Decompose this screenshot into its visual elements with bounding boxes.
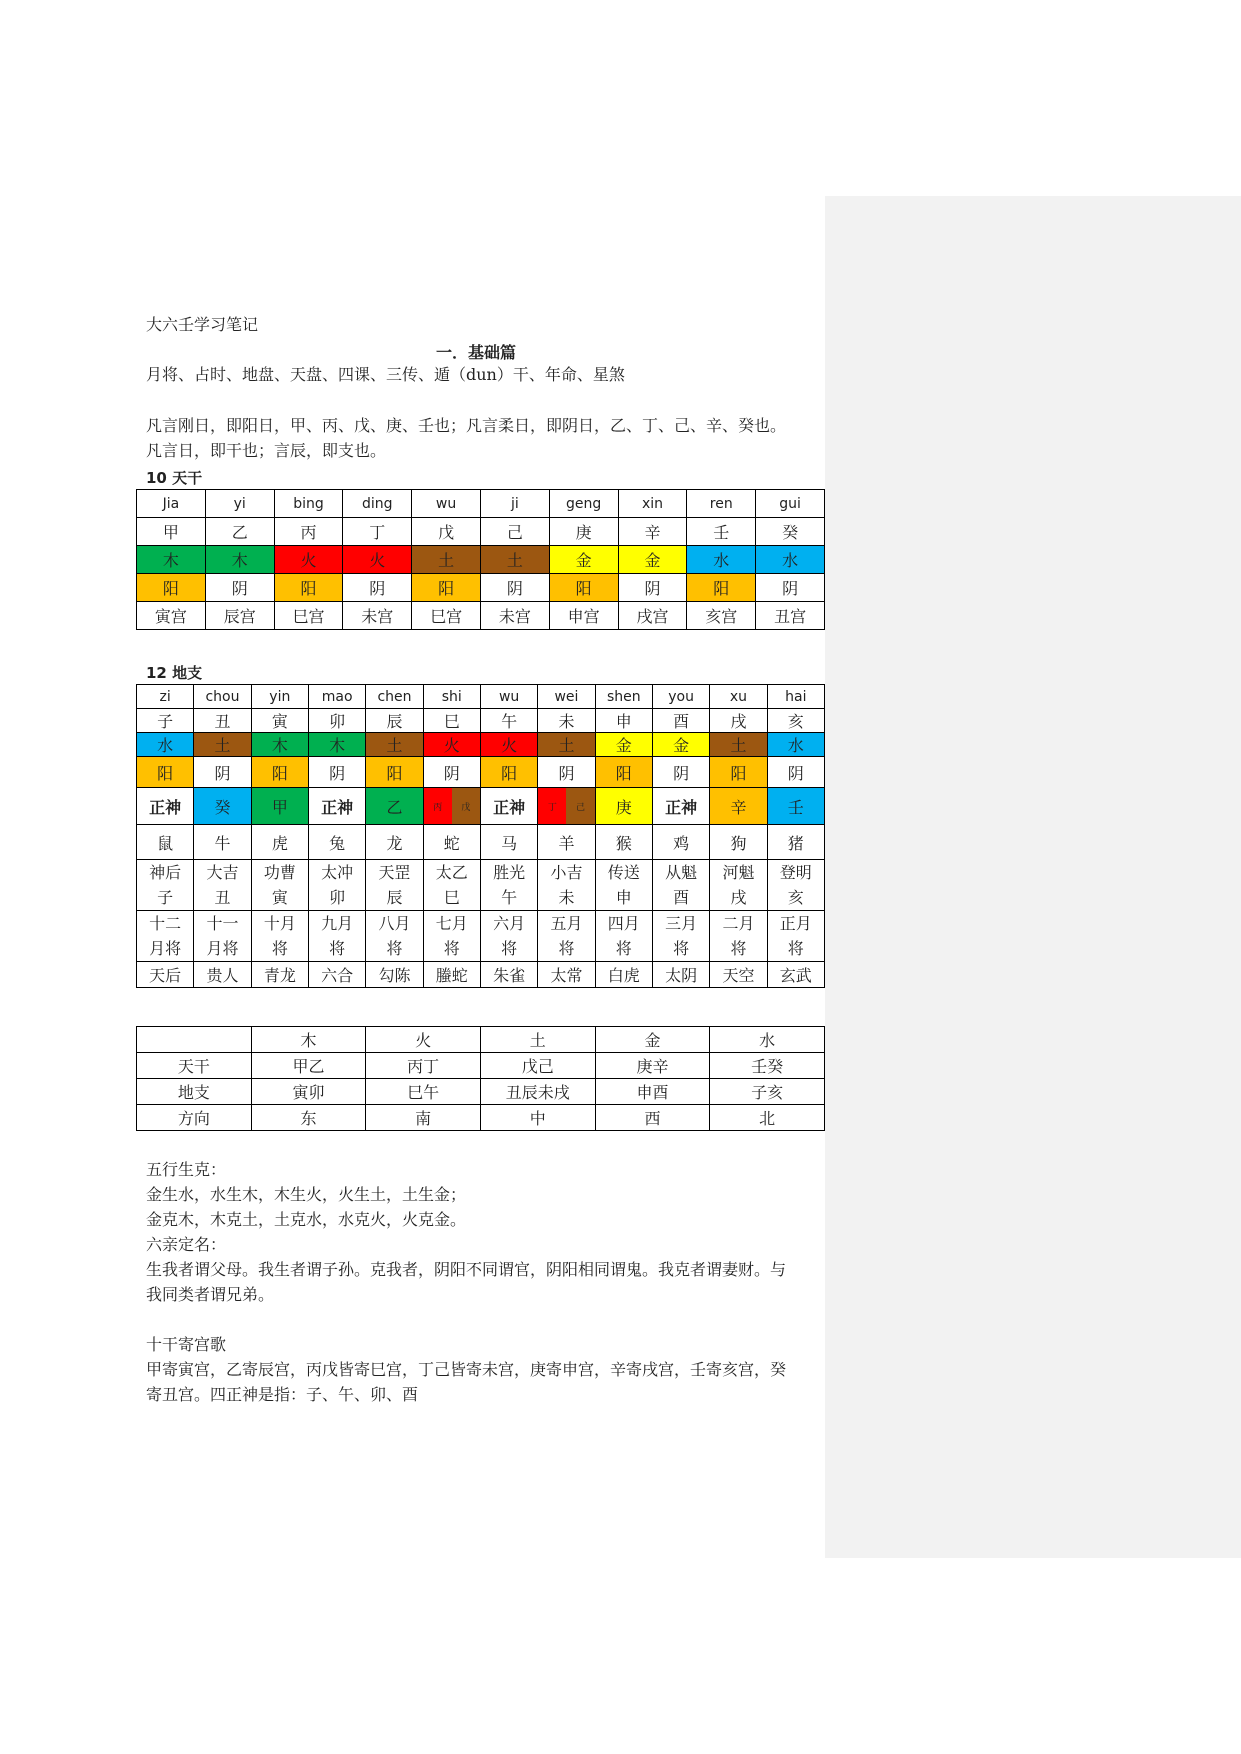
jigong-line1: 甲寄寅宫，乙寄辰宫，丙戊皆寄巳宫，丁己皆寄未宫，庚寄申宫，辛寄戌宫，壬寄亥宫，癸 xyxy=(146,1360,787,1379)
dizhi-gods-text: 午 xyxy=(501,888,518,907)
summary-cell: 寅卯 xyxy=(251,1079,366,1105)
dizhi-general-cell: 螣蛇 xyxy=(423,962,480,988)
tiangan-palaces-cell: 亥宫 xyxy=(687,602,756,630)
dizhi-jigan-split-cell xyxy=(423,788,480,825)
tiangan-palaces-cell: 巳宫 xyxy=(274,602,343,630)
tiangan-yinyang-cell: 阴 xyxy=(756,574,825,602)
tiangan-pinyin-cell: gui xyxy=(756,490,825,518)
tiangan-chars-cell: 己 xyxy=(480,518,549,546)
dizhi-general-cell: 勾陈 xyxy=(366,962,423,988)
dizhi-months-text: 将 xyxy=(558,939,575,958)
dizhi-gods-cell xyxy=(595,860,652,911)
wuxing-line1: 金生水，水生木，木生火，火生土，土生金； xyxy=(146,1185,467,1204)
tiangan-pinyin-cell: ren xyxy=(687,490,756,518)
dizhi-elements-cell: 水 xyxy=(137,733,194,757)
dizhi-months-cell xyxy=(137,911,194,962)
dizhi-jigan-cell: 正神 xyxy=(480,788,537,825)
jigan-split xyxy=(538,788,594,824)
tiangan-yinyang-cell: 阴 xyxy=(205,574,274,602)
para1-line2: 凡言日，即干也；言辰，即支也。 xyxy=(146,441,387,460)
dizhi-pinyin-cell: yin xyxy=(251,685,308,709)
summary-header-cell xyxy=(137,1027,252,1053)
dizhi-gods-text: 河魁 xyxy=(722,863,755,882)
liuqin-line2: 我同类者谓兄弟。 xyxy=(146,1285,275,1304)
dizhi-months-text: 六月 xyxy=(493,914,526,933)
dizhi-elements-cell: 金 xyxy=(652,733,709,757)
dizhi-gods-cell xyxy=(308,860,365,911)
dizhi-chars-cell: 申 xyxy=(595,709,652,733)
dizhi-jigan-cell: 壬 xyxy=(767,788,824,825)
dizhi-pinyin-cell: wu xyxy=(480,685,537,709)
dizhi-months-text: 将 xyxy=(329,939,346,958)
tiangan-row-chars xyxy=(137,518,825,546)
dizhi-row-yinyang xyxy=(137,757,825,788)
dizhi-general-cell: 六合 xyxy=(308,962,365,988)
tiangan-palaces-cell: 未宫 xyxy=(343,602,412,630)
dizhi-jigan-cell: 甲 xyxy=(251,788,308,825)
jigong-title: 十干寄宫歌 xyxy=(146,1335,227,1354)
dizhi-yinyang-cell: 阳 xyxy=(251,757,308,788)
dizhi-elements-cell: 木 xyxy=(251,733,308,757)
comment-pane xyxy=(825,196,1241,1558)
jigan-split-part: 丙 xyxy=(424,788,452,824)
dizhi-gods-text: 戌 xyxy=(730,888,747,907)
doc-title: 大六壬学习笔记 xyxy=(146,315,259,334)
wuxing-line2: 金克木，木克土，土克水，水克火，火克金。 xyxy=(146,1210,467,1229)
tiangan-palaces-cell: 丑宫 xyxy=(756,602,825,630)
dizhi-gods-text: 巳 xyxy=(443,888,460,907)
tiangan-yinyang-cell: 阴 xyxy=(480,574,549,602)
dizhi-months-cell xyxy=(251,911,308,962)
tiangan-elements-cell: 火 xyxy=(274,546,343,574)
summary-cell: 丙丁 xyxy=(366,1053,481,1079)
tiangan-row-pinyin xyxy=(137,490,825,518)
dizhi-chars-cell: 酉 xyxy=(652,709,709,733)
dizhi-elements-cell: 金 xyxy=(595,733,652,757)
tiangan-chars-cell: 戊 xyxy=(412,518,481,546)
dizhi-elements-cell: 火 xyxy=(480,733,537,757)
dizhi-chars-cell: 未 xyxy=(538,709,595,733)
dizhi-row-pinyin xyxy=(137,685,825,709)
summary-header-cell: 土 xyxy=(480,1027,595,1053)
dizhi-elements-cell: 土 xyxy=(538,733,595,757)
dizhi-gods-text: 太乙 xyxy=(435,863,468,882)
dizhi-gods-text: 辰 xyxy=(386,888,403,907)
summary-cell: 天干 xyxy=(137,1053,252,1079)
dizhi-months-cell xyxy=(652,911,709,962)
dizhi-general-cell: 白虎 xyxy=(595,962,652,988)
tiangan-chars-cell: 壬 xyxy=(687,518,756,546)
tiangan-yinyang-cell: 阳 xyxy=(412,574,481,602)
dizhi-months-text: 五月 xyxy=(550,914,583,933)
dizhi-row-gods xyxy=(137,860,825,911)
dizhi-gods-text: 寅 xyxy=(271,888,288,907)
tiangan-pinyin-cell: ji xyxy=(480,490,549,518)
dizhi-general-cell: 贵人 xyxy=(194,962,251,988)
dizhi-jigan-cell: 癸 xyxy=(194,788,251,825)
para1-line1: 凡言刚日，即阳日，甲、丙、戊、庚、壬也；凡言柔日，即阴日，乙、丁、己、辛、癸也。 xyxy=(146,416,787,435)
dizhi-months-text: 将 xyxy=(501,939,518,958)
dizhi-months-text: 九月 xyxy=(321,914,354,933)
dizhi-general-cell: 天后 xyxy=(137,962,194,988)
dizhi-gods-cell xyxy=(137,860,194,911)
dizhi-months-cell xyxy=(423,911,480,962)
tiangan-palaces-cell: 辰宫 xyxy=(205,602,274,630)
tiangan-pinyin-cell: Jia xyxy=(137,490,206,518)
jigan-split xyxy=(424,788,480,824)
dizhi-months-text: 三月 xyxy=(665,914,698,933)
dizhi-chars-cell: 辰 xyxy=(366,709,423,733)
dizhi-gods-text: 酉 xyxy=(673,888,690,907)
summary-cell: 中 xyxy=(480,1105,595,1131)
dizhi-elements-cell: 土 xyxy=(194,733,251,757)
tiangan-chars-cell: 辛 xyxy=(618,518,687,546)
dizhi-gods-text: 天罡 xyxy=(378,863,411,882)
tiangan-chars-cell: 庚 xyxy=(549,518,618,546)
dizhi-pinyin-cell: chou xyxy=(194,685,251,709)
dizhi-yinyang-cell: 阴 xyxy=(194,757,251,788)
dizhi-jigan-cell: 正神 xyxy=(652,788,709,825)
dizhi-animal-cell: 牛 xyxy=(194,825,251,860)
dizhi-general-cell: 天空 xyxy=(710,962,767,988)
dizhi-gods-text: 亥 xyxy=(787,888,804,907)
summary-cell: 庚辛 xyxy=(595,1053,710,1079)
dizhi-gods-text: 子 xyxy=(157,888,174,907)
summary-cell: 巳午 xyxy=(366,1079,481,1105)
dizhi-table xyxy=(136,684,825,988)
dizhi-animal-cell: 虎 xyxy=(251,825,308,860)
dizhi-yinyang-cell: 阴 xyxy=(538,757,595,788)
tiangan-chars-cell: 癸 xyxy=(756,518,825,546)
section-heading: 一．基础篇 xyxy=(436,343,517,362)
topics-line: 月将、占时、地盘、天盘、四课、三传、遁（dun）干、年命、星煞 xyxy=(146,365,625,384)
dizhi-row-months xyxy=(137,911,825,962)
dizhi-animal-cell: 猪 xyxy=(767,825,824,860)
dizhi-gods-text: 登明 xyxy=(779,863,812,882)
tiangan-yinyang-cell: 阴 xyxy=(618,574,687,602)
dizhi-gods-cell xyxy=(538,860,595,911)
dizhi-jigan-cell: 辛 xyxy=(710,788,767,825)
dizhi-yinyang-cell: 阴 xyxy=(767,757,824,788)
dizhi-general-cell: 青龙 xyxy=(251,962,308,988)
dizhi-months-text: 将 xyxy=(443,939,460,958)
dizhi-gods-text: 传送 xyxy=(607,863,640,882)
dizhi-gods-cell xyxy=(251,860,308,911)
tiangan-yinyang-cell: 阴 xyxy=(343,574,412,602)
tiangan-elements-cell: 火 xyxy=(343,546,412,574)
jigan-split-part: 丁 xyxy=(538,788,566,824)
dizhi-months-cell xyxy=(538,911,595,962)
dizhi-months-cell xyxy=(710,911,767,962)
dizhi-months-text: 月将 xyxy=(149,939,182,958)
dizhi-chars-cell: 午 xyxy=(480,709,537,733)
dizhi-chars-cell: 卯 xyxy=(308,709,365,733)
dizhi-months-text: 将 xyxy=(386,939,403,958)
dizhi-animal-cell: 羊 xyxy=(538,825,595,860)
summary-cell: 方向 xyxy=(137,1105,252,1131)
dizhi-months-cell xyxy=(480,911,537,962)
dizhi-jigan-cell: 正神 xyxy=(308,788,365,825)
wuxing-title: 五行生克： xyxy=(146,1160,227,1179)
dizhi-gods-text: 神后 xyxy=(149,863,182,882)
dizhi-gods-cell xyxy=(767,860,824,911)
dizhi-yinyang-cell: 阳 xyxy=(137,757,194,788)
summary-header-cell: 金 xyxy=(595,1027,710,1053)
dizhi-months-cell xyxy=(366,911,423,962)
dizhi-chars-cell: 亥 xyxy=(767,709,824,733)
dizhi-gods-cell xyxy=(710,860,767,911)
dizhi-months-text: 二月 xyxy=(722,914,755,933)
summary-cell: 壬癸 xyxy=(710,1053,825,1079)
tiangan-palaces-cell: 申宫 xyxy=(549,602,618,630)
summary-cell: 西 xyxy=(595,1105,710,1131)
dizhi-months-cell xyxy=(308,911,365,962)
tiangan-yinyang-cell: 阳 xyxy=(687,574,756,602)
dizhi-gods-text: 太冲 xyxy=(321,863,354,882)
dizhi-months-text: 将 xyxy=(271,939,288,958)
dizhi-gods-cell xyxy=(194,860,251,911)
dizhi-months-text: 十一 xyxy=(206,914,239,933)
dizhi-row-chars xyxy=(137,709,825,733)
dizhi-animal-cell: 龙 xyxy=(366,825,423,860)
summary-cell: 东 xyxy=(251,1105,366,1131)
dizhi-gods-cell xyxy=(366,860,423,911)
dizhi-caption: 12 地支 xyxy=(146,664,203,682)
dizhi-general-cell: 太阴 xyxy=(652,962,709,988)
summary-cell: 地支 xyxy=(137,1079,252,1105)
dizhi-gods-text: 从魁 xyxy=(665,863,698,882)
tiangan-palaces-cell: 戌宫 xyxy=(618,602,687,630)
tiangan-pinyin-cell: yi xyxy=(205,490,274,518)
tiangan-pinyin-cell: bing xyxy=(274,490,343,518)
dizhi-yinyang-cell: 阳 xyxy=(480,757,537,788)
dizhi-months-text: 七月 xyxy=(435,914,468,933)
tiangan-elements-cell: 土 xyxy=(480,546,549,574)
dizhi-pinyin-cell: you xyxy=(652,685,709,709)
dizhi-months-text: 将 xyxy=(787,939,804,958)
dizhi-chars-cell: 丑 xyxy=(194,709,251,733)
dizhi-yinyang-cell: 阴 xyxy=(308,757,365,788)
dizhi-gods-text: 申 xyxy=(615,888,632,907)
summary-row xyxy=(137,1079,825,1105)
dizhi-yinyang-cell: 阴 xyxy=(423,757,480,788)
summary-cell: 戊己 xyxy=(480,1053,595,1079)
dizhi-months-cell xyxy=(767,911,824,962)
dizhi-yinyang-cell: 阳 xyxy=(595,757,652,788)
tiangan-palaces-cell: 寅宫 xyxy=(137,602,206,630)
summary-row xyxy=(137,1105,825,1131)
dizhi-animal-cell: 猴 xyxy=(595,825,652,860)
dizhi-gods-cell xyxy=(652,860,709,911)
tiangan-yinyang-cell: 阳 xyxy=(274,574,343,602)
dizhi-pinyin-cell: shen xyxy=(595,685,652,709)
dizhi-months-cell xyxy=(595,911,652,962)
summary-cell: 北 xyxy=(710,1105,825,1131)
dizhi-chars-cell: 寅 xyxy=(251,709,308,733)
tiangan-row-palaces xyxy=(137,602,825,630)
dizhi-animal-cell: 鼠 xyxy=(137,825,194,860)
dizhi-row-jigan xyxy=(137,788,825,825)
summary-header-cell: 水 xyxy=(710,1027,825,1053)
tiangan-pinyin-cell: geng xyxy=(549,490,618,518)
dizhi-animal-cell: 蛇 xyxy=(423,825,480,860)
dizhi-jigan-split-cell xyxy=(538,788,595,825)
dizhi-pinyin-cell: hai xyxy=(767,685,824,709)
tiangan-row-elements xyxy=(137,546,825,574)
dizhi-months-text: 将 xyxy=(615,939,632,958)
dizhi-gods-text: 小吉 xyxy=(550,863,583,882)
dizhi-animal-cell: 鸡 xyxy=(652,825,709,860)
dizhi-gods-text: 功曹 xyxy=(263,863,296,882)
dizhi-animal-cell: 兔 xyxy=(308,825,365,860)
tiangan-elements-cell: 水 xyxy=(687,546,756,574)
dizhi-yinyang-cell: 阳 xyxy=(710,757,767,788)
summary-cell: 申酉 xyxy=(595,1079,710,1105)
tiangan-elements-cell: 金 xyxy=(549,546,618,574)
dizhi-jigan-cell: 庚 xyxy=(595,788,652,825)
tiangan-pinyin-cell: ding xyxy=(343,490,412,518)
dizhi-gods-text: 未 xyxy=(558,888,575,907)
dizhi-months-text: 将 xyxy=(673,939,690,958)
dizhi-row-generals xyxy=(137,962,825,988)
dizhi-pinyin-cell: mao xyxy=(308,685,365,709)
dizhi-gods-text: 卯 xyxy=(329,888,346,907)
wuxing-summary-table xyxy=(136,1026,825,1131)
summary-cell: 甲乙 xyxy=(251,1053,366,1079)
dizhi-months-text: 正月 xyxy=(779,914,812,933)
tiangan-pinyin-cell: wu xyxy=(412,490,481,518)
dizhi-yinyang-cell: 阳 xyxy=(366,757,423,788)
dizhi-months-text: 将 xyxy=(730,939,747,958)
jigan-split-part: 己 xyxy=(566,788,594,824)
dizhi-pinyin-cell: wei xyxy=(538,685,595,709)
summary-cell: 子亥 xyxy=(710,1079,825,1105)
dizhi-general-cell: 朱雀 xyxy=(480,962,537,988)
dizhi-elements-cell: 土 xyxy=(710,733,767,757)
tiangan-palaces-cell: 巳宫 xyxy=(412,602,481,630)
dizhi-gods-text: 丑 xyxy=(214,888,231,907)
dizhi-pinyin-cell: chen xyxy=(366,685,423,709)
tiangan-chars-cell: 丁 xyxy=(343,518,412,546)
dizhi-chars-cell: 巳 xyxy=(423,709,480,733)
dizhi-elements-cell: 土 xyxy=(366,733,423,757)
tiangan-table xyxy=(136,489,825,630)
dizhi-months-text: 十二 xyxy=(149,914,182,933)
dizhi-general-cell: 太常 xyxy=(538,962,595,988)
jigan-split-part: 戊 xyxy=(452,788,480,824)
dizhi-pinyin-cell: xu xyxy=(710,685,767,709)
dizhi-gods-text: 大吉 xyxy=(206,863,239,882)
tiangan-elements-cell: 水 xyxy=(756,546,825,574)
liuqin-title: 六亲定名： xyxy=(146,1235,227,1254)
dizhi-chars-cell: 戌 xyxy=(710,709,767,733)
summary-row xyxy=(137,1053,825,1079)
dizhi-gods-cell xyxy=(423,860,480,911)
dizhi-elements-cell: 火 xyxy=(423,733,480,757)
dizhi-animal-cell: 狗 xyxy=(710,825,767,860)
jigong-line2: 寄丑宫。四正神是指：子、午、卯、酉 xyxy=(146,1385,419,1404)
tiangan-chars-cell: 乙 xyxy=(205,518,274,546)
tiangan-pinyin-cell: xin xyxy=(618,490,687,518)
dizhi-months-cell xyxy=(194,911,251,962)
tiangan-chars-cell: 丙 xyxy=(274,518,343,546)
summary-cell: 南 xyxy=(366,1105,481,1131)
dizhi-months-text: 十月 xyxy=(263,914,296,933)
tiangan-row-yinyang xyxy=(137,574,825,602)
tiangan-elements-cell: 木 xyxy=(205,546,274,574)
summary-header-cell: 木 xyxy=(251,1027,366,1053)
dizhi-animal-cell: 马 xyxy=(480,825,537,860)
summary-cell: 丑辰未戌 xyxy=(480,1079,595,1105)
dizhi-chars-cell: 子 xyxy=(137,709,194,733)
dizhi-jigan-cell: 正神 xyxy=(137,788,194,825)
dizhi-yinyang-cell: 阴 xyxy=(652,757,709,788)
tiangan-elements-cell: 木 xyxy=(137,546,206,574)
dizhi-elements-cell: 木 xyxy=(308,733,365,757)
dizhi-pinyin-cell: zi xyxy=(137,685,194,709)
dizhi-row-animals xyxy=(137,825,825,860)
dizhi-months-text: 月将 xyxy=(206,939,239,958)
tiangan-yinyang-cell: 阳 xyxy=(137,574,206,602)
tiangan-yinyang-cell: 阳 xyxy=(549,574,618,602)
liuqin-line1: 生我者谓父母。我生者谓子孙。克我者，阴阳不同谓官，阴阳相同谓鬼。我克者谓妻财。与 xyxy=(146,1260,787,1279)
tiangan-caption: 10 天干 xyxy=(146,469,203,487)
dizhi-months-text: 八月 xyxy=(378,914,411,933)
dizhi-gods-cell xyxy=(480,860,537,911)
summary-header-cell: 火 xyxy=(366,1027,481,1053)
dizhi-jigan-cell: 乙 xyxy=(366,788,423,825)
dizhi-elements-cell: 水 xyxy=(767,733,824,757)
tiangan-palaces-cell: 未宫 xyxy=(480,602,549,630)
dizhi-months-text: 四月 xyxy=(607,914,640,933)
dizhi-pinyin-cell: shi xyxy=(423,685,480,709)
summary-header-row xyxy=(137,1027,825,1053)
dizhi-general-cell: 玄武 xyxy=(767,962,824,988)
tiangan-elements-cell: 金 xyxy=(618,546,687,574)
tiangan-chars-cell: 甲 xyxy=(137,518,206,546)
dizhi-row-elements xyxy=(137,733,825,757)
tiangan-elements-cell: 土 xyxy=(412,546,481,574)
dizhi-gods-text: 胜光 xyxy=(493,863,526,882)
